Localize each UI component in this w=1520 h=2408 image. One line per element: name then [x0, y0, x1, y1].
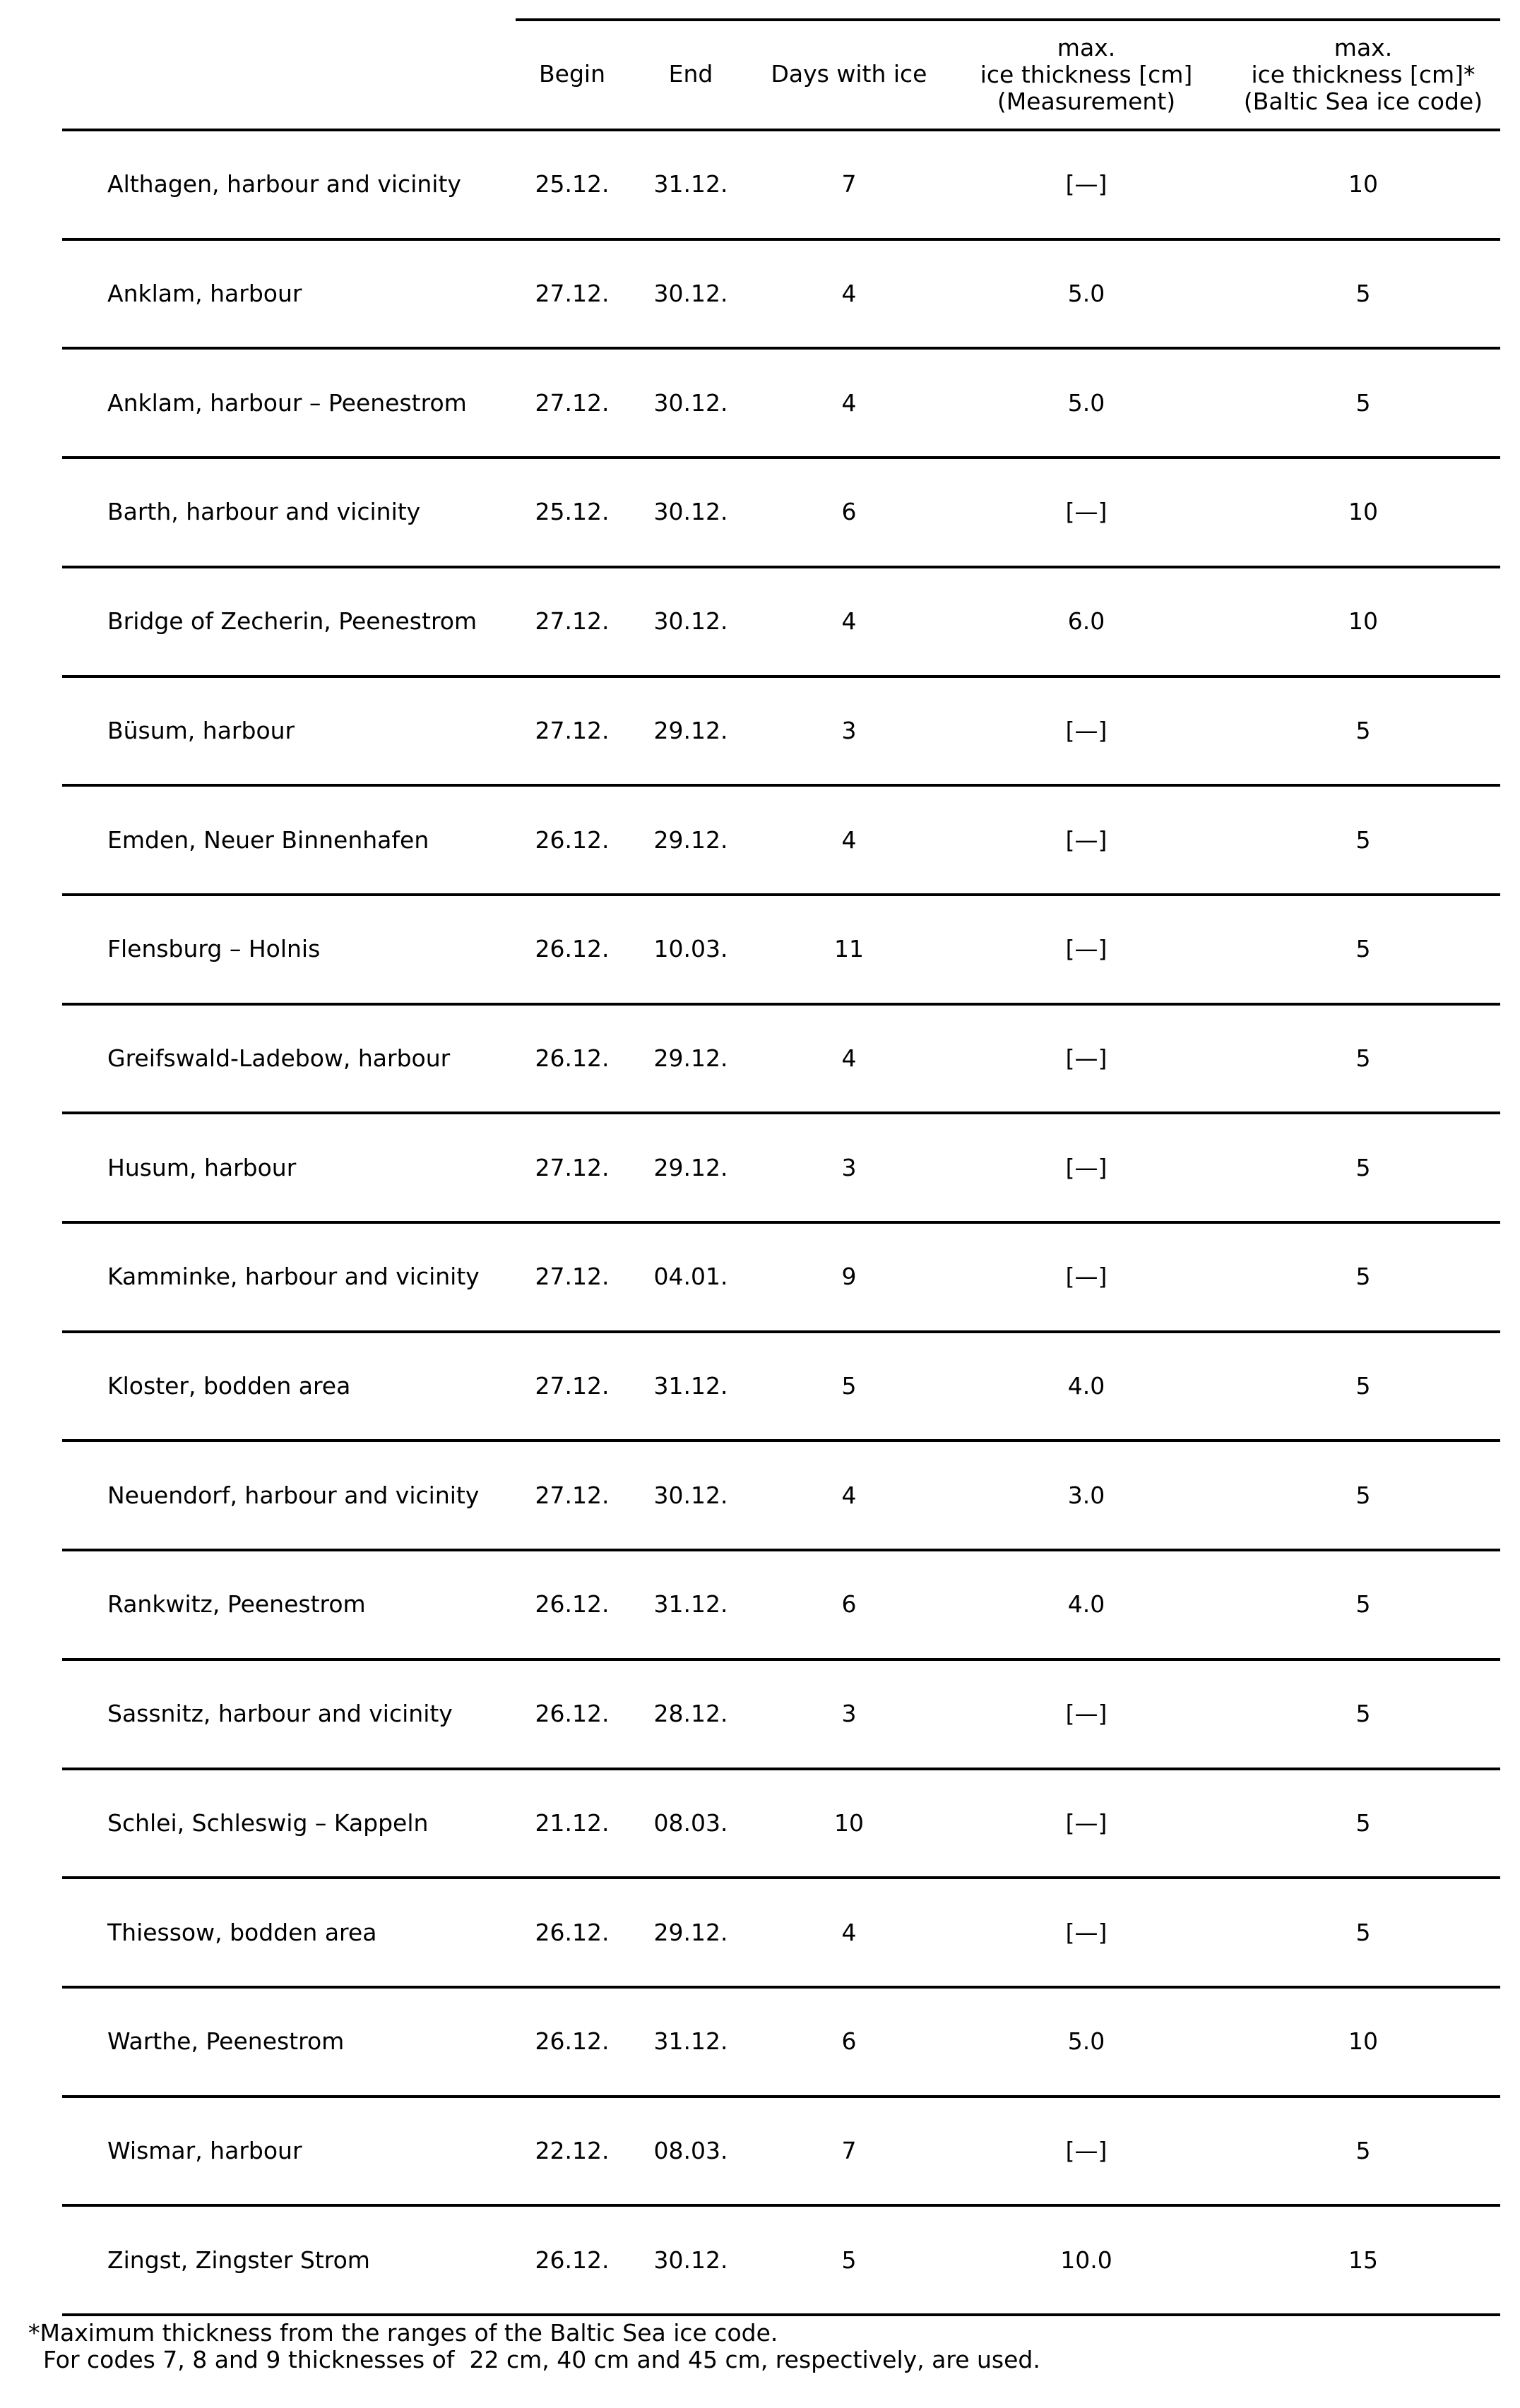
table-cell: 6 — [841, 498, 857, 526]
table-cell: 5 — [1355, 1808, 1371, 1837]
table-cell: 27.12. — [535, 1263, 610, 1291]
table-cell: [—] — [1065, 1263, 1108, 1291]
table-cell: 4 — [841, 607, 857, 636]
table-cell: 15 — [1348, 2246, 1378, 2274]
table-cell: 10 — [834, 1808, 864, 1837]
column-header-line: max. — [1057, 34, 1116, 61]
table-cell: 21.12. — [535, 1808, 610, 1837]
table-cell: [—] — [1065, 1044, 1108, 1072]
column-header — [980, 35, 1193, 115]
column-header-line: Begin — [539, 60, 605, 88]
table-cell: 27.12. — [535, 607, 610, 636]
row-label: Schlei, Schleswig – Kappeln — [107, 1808, 429, 1837]
column-header-line: (Measurement) — [997, 88, 1176, 115]
row-label: Warthe, Peenestrom — [107, 2027, 345, 2056]
table-cell: 7 — [841, 170, 857, 198]
table-cell: 3.0 — [1067, 1481, 1105, 1509]
row-rule — [62, 893, 1500, 896]
table-cell: 5 — [1355, 2136, 1371, 2164]
table-cell: [—] — [1065, 2136, 1108, 2164]
column-header-line: ice thickness [cm] — [980, 61, 1193, 88]
table-cell: 30.12. — [653, 2246, 728, 2274]
row-label: Emden, Neuer Binnenhafen — [107, 825, 429, 854]
table-cell: 30.12. — [653, 498, 728, 526]
row-rule — [62, 675, 1500, 678]
table-cell: 5 — [1355, 388, 1371, 417]
table-cell: 7 — [841, 2136, 857, 2164]
row-rule — [62, 784, 1500, 787]
row-label: Anklam, harbour — [107, 280, 302, 308]
table-cell: 5 — [1355, 825, 1371, 854]
row-rule — [62, 1768, 1500, 1770]
row-rule — [62, 456, 1500, 459]
table-cell: 29.12. — [653, 1153, 728, 1181]
table-cell: 30.12. — [653, 1481, 728, 1509]
table-top-rule — [516, 18, 1500, 21]
row-label: Wismar, harbour — [107, 2136, 302, 2164]
table-cell: 26.12. — [535, 2027, 610, 2056]
row-rule — [62, 1549, 1500, 1551]
row-label: Kamminke, harbour and vicinity — [107, 1263, 480, 1291]
row-rule — [62, 1439, 1500, 1442]
row-label: Flensburg – Holnis — [107, 935, 321, 963]
column-header-line: End — [668, 60, 713, 88]
table-cell: 3 — [841, 716, 857, 744]
row-label: Barth, harbour and vicinity — [107, 498, 421, 526]
table-cell: 27.12. — [535, 388, 610, 417]
row-rule — [62, 1003, 1500, 1006]
row-rule — [62, 2313, 1500, 2316]
table-cell: 10 — [1348, 498, 1378, 526]
table-cell: 4 — [841, 1044, 857, 1072]
row-rule — [62, 2204, 1500, 2207]
table-cell: 27.12. — [535, 716, 610, 744]
table-cell: 5 — [1355, 1481, 1371, 1509]
header-rule — [62, 129, 1500, 131]
table-cell: [—] — [1065, 935, 1108, 963]
row-label: Thiessow, bodden area — [107, 1918, 377, 1946]
table-cell: 6.0 — [1067, 607, 1105, 636]
row-rule — [62, 347, 1500, 350]
table-cell: 9 — [841, 1263, 857, 1291]
row-label: Husum, harbour — [107, 1153, 297, 1181]
table-cell: 5.0 — [1067, 2027, 1105, 2056]
table-cell: 4 — [841, 1481, 857, 1509]
row-label: Althagen, harbour and vicinity — [107, 170, 461, 198]
table-cell: 3 — [841, 1700, 857, 1728]
table-cell: 4 — [841, 1918, 857, 1946]
table-cell: 31.12. — [653, 1590, 728, 1619]
table-cell: 5 — [1355, 280, 1371, 308]
table-cell: 08.03. — [653, 2136, 728, 2164]
row-rule — [62, 1876, 1500, 1879]
row-rule — [62, 1221, 1500, 1224]
table-cell: 5 — [1355, 1153, 1371, 1181]
column-header — [539, 61, 605, 88]
table-cell: 10 — [1348, 170, 1378, 198]
column-header — [669, 61, 713, 88]
column-header — [771, 61, 927, 88]
table-cell: 04.01. — [653, 1263, 728, 1291]
row-label: Sassnitz, harbour and vicinity — [107, 1700, 453, 1728]
table-cell: 25.12. — [535, 498, 610, 526]
table-cell: 6 — [841, 2027, 857, 2056]
table-cell: 4 — [841, 388, 857, 417]
table-cell: 4.0 — [1067, 1372, 1105, 1400]
table-cell: 30.12. — [653, 607, 728, 636]
table-cell: 5 — [841, 2246, 857, 2274]
column-header-line: ice thickness [cm]* — [1251, 61, 1476, 88]
table-cell: 5 — [1355, 1590, 1371, 1619]
table-cell: 31.12. — [653, 1372, 728, 1400]
row-label: Rankwitz, Peenestrom — [107, 1590, 366, 1619]
table-cell: 26.12. — [535, 935, 610, 963]
row-label: Anklam, harbour – Peenestrom — [107, 388, 467, 417]
row-label: Bridge of Zecherin, Peenestrom — [107, 607, 477, 636]
table-cell: 31.12. — [653, 2027, 728, 2056]
table-cell: 26.12. — [535, 825, 610, 854]
table-cell: 31.12. — [653, 170, 728, 198]
column-header-line: (Baltic Sea ice code) — [1243, 88, 1483, 115]
footnote-line: *Maximum thickness from the ranges of the Baltic Sea ice code. — [28, 2319, 778, 2347]
table-cell: 5 — [1355, 1918, 1371, 1946]
table-cell: 5 — [1355, 1263, 1371, 1291]
row-label: Neuendorf, harbour and vicinity — [107, 1481, 480, 1509]
table-cell: 29.12. — [653, 825, 728, 854]
table-cell: [—] — [1065, 498, 1108, 526]
table-cell: 26.12. — [535, 1044, 610, 1072]
table-cell: [—] — [1065, 825, 1108, 854]
table-cell: 4.0 — [1067, 1590, 1105, 1619]
table-cell: 26.12. — [535, 2246, 610, 2274]
table-cell: 4 — [841, 280, 857, 308]
table-cell: [—] — [1065, 1153, 1108, 1181]
table-cell: 5 — [841, 1372, 857, 1400]
table-cell: 29.12. — [653, 1918, 728, 1946]
row-rule — [62, 1111, 1500, 1114]
table-cell: 3 — [841, 1153, 857, 1181]
table-cell: [—] — [1065, 716, 1108, 744]
table-cell: 4 — [841, 825, 857, 854]
row-rule — [62, 566, 1500, 568]
table-cell: [—] — [1065, 170, 1108, 198]
footnote-line: For codes 7, 8 and 9 thicknesses of 22 cm, 40 cm and 45 cm, respectively, are used. — [28, 2346, 1040, 2373]
table-cell: 29.12. — [653, 716, 728, 744]
row-rule — [62, 2095, 1500, 2098]
table-cell: [—] — [1065, 1808, 1108, 1837]
row-rule — [62, 1330, 1500, 1333]
column-header-line: Days with ice — [771, 60, 927, 88]
table-cell: 27.12. — [535, 1372, 610, 1400]
row-label: Greifswald-Ladebow, harbour — [107, 1044, 451, 1072]
table-cell: 5 — [1355, 716, 1371, 744]
table-cell: 11 — [834, 935, 864, 963]
table-cell: 22.12. — [535, 2136, 610, 2164]
table-cell: 5 — [1355, 935, 1371, 963]
table-cell: 10.0 — [1060, 2246, 1112, 2274]
table-cell: 26.12. — [535, 1918, 610, 1946]
table-cell: 28.12. — [653, 1700, 728, 1728]
table-cell: [—] — [1065, 1918, 1108, 1946]
row-rule — [62, 1986, 1500, 1989]
table-cell: 26.12. — [535, 1590, 610, 1619]
table-cell: 6 — [841, 1590, 857, 1619]
table-cell: 5.0 — [1067, 388, 1105, 417]
table-cell: 30.12. — [653, 388, 728, 417]
row-label: Büsum, harbour — [107, 716, 295, 744]
table-cell: 25.12. — [535, 170, 610, 198]
table-cell: 26.12. — [535, 1700, 610, 1728]
table-cell: 5 — [1355, 1372, 1371, 1400]
row-label: Kloster, bodden area — [107, 1372, 351, 1400]
table-cell: 5.0 — [1067, 280, 1105, 308]
table-cell: 10 — [1348, 607, 1378, 636]
table-cell: 27.12. — [535, 280, 610, 308]
table-cell: 29.12. — [653, 1044, 728, 1072]
row-label: Zingst, Zingster Strom — [107, 2246, 370, 2274]
table-cell: 5 — [1355, 1700, 1371, 1728]
row-rule — [62, 238, 1500, 241]
column-header — [1244, 35, 1483, 115]
table-cell: 30.12. — [653, 280, 728, 308]
table-cell: 10 — [1348, 2027, 1378, 2056]
table-cell: 27.12. — [535, 1481, 610, 1509]
table-cell: 08.03. — [653, 1808, 728, 1837]
table-cell: 10.03. — [653, 935, 728, 963]
table-cell: [—] — [1065, 1700, 1108, 1728]
row-rule — [62, 1658, 1500, 1661]
table-cell: 5 — [1355, 1044, 1371, 1072]
table-cell: 27.12. — [535, 1153, 610, 1181]
column-header-line: max. — [1334, 34, 1393, 61]
table-footnote — [28, 2320, 1040, 2373]
